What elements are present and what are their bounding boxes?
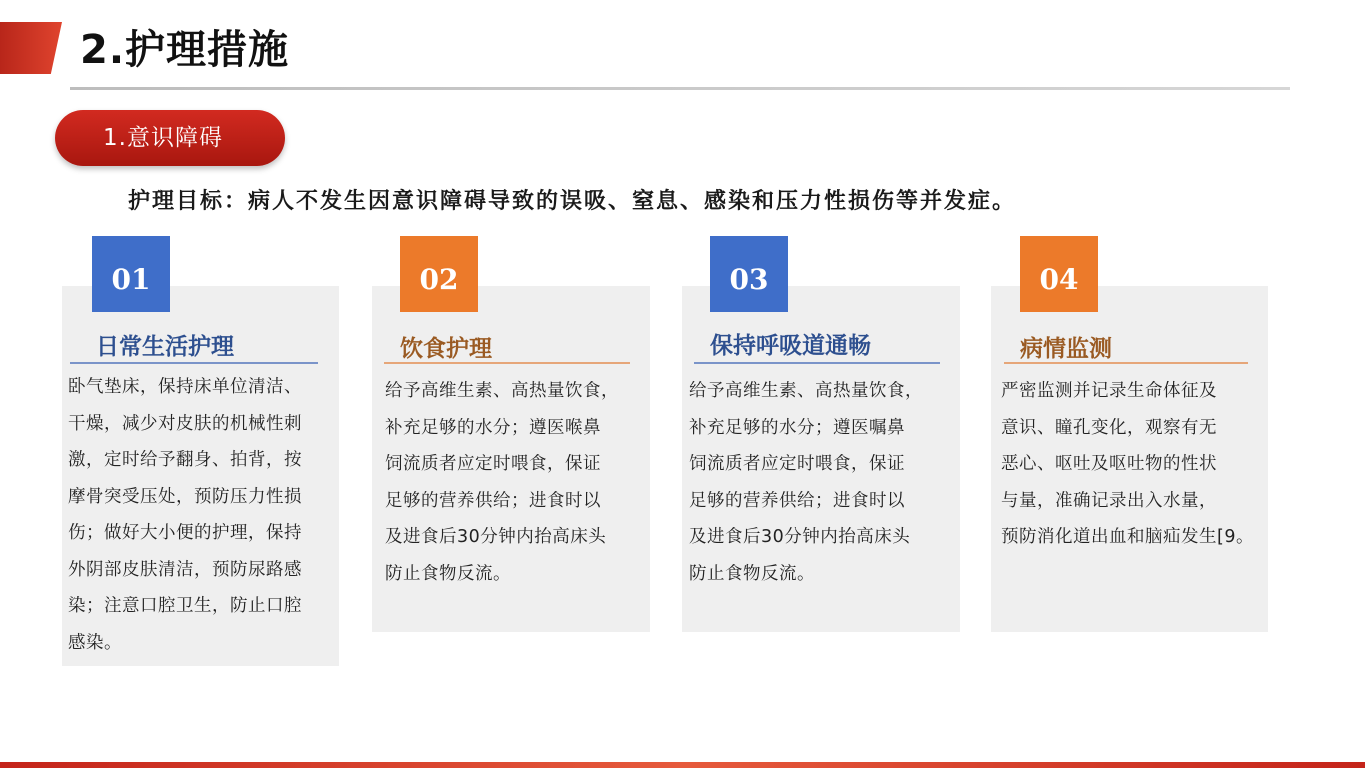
heading-underline	[70, 362, 318, 364]
page-title: 2.护理措施	[80, 27, 290, 73]
card-heading: 保持呼吸道通畅	[710, 333, 871, 359]
section-pill: 1.意识障碍	[55, 110, 285, 166]
card-number-badge: 03	[710, 236, 788, 312]
card-number-badge: 01	[92, 236, 170, 312]
card-heading: 病情监测	[1020, 336, 1112, 362]
card-body-text: 给予高维生素、高热量饮食， 补充足够的水分；遵医嘱鼻 饲流质者应定时喂食，保证 足够的营养供给；进食时以 及进食后30分钟内抬高床头 防止食物反流。	[689, 381, 923, 584]
title-divider	[70, 87, 1290, 90]
card-body-text: 卧气垫床，保持床单位清洁、 干燥，减少对皮肤的机械性刺 激，定时给予翻身、拍背，按 摩骨突受压处，预防压力性损 伤；做好大小便的护理，保持 外阴部皮肤清洁，预防尿路感 染；注意口腔卫生，防止口腔 感染。	[68, 377, 302, 653]
heading-underline	[384, 362, 630, 364]
title-accent-mark	[0, 22, 62, 74]
card-number-badge: 04	[1020, 236, 1098, 312]
heading-underline	[1004, 362, 1248, 364]
card-body-text: 严密监测并记录生命体征及 意识、瞳孔变化，观察有无 恶心、呕吐及呕吐物的性状 与量，准确记录出入水量， 预防消化道出血和脑疝发生[9。	[1001, 381, 1254, 547]
card-heading: 饮食护理	[400, 336, 492, 362]
nursing-goal-text: 护理目标：病人不发生因意识障碍导致的误吸、窒息、感染和压力性损伤等并发症。	[128, 189, 1017, 214]
heading-underline	[694, 362, 940, 364]
card-heading: 日常生活护理	[96, 334, 234, 360]
card-number-badge: 02	[400, 236, 478, 312]
card-body-text: 给予高维生素、高热量饮食， 补充足够的水分；遵医喉鼻 饲流质者应定时喂食，保证 足够的营养供给；进食时以 及进食后30分钟内抬高床头 防止食物反流。	[385, 381, 619, 584]
bottom-accent-bar	[0, 762, 1365, 768]
